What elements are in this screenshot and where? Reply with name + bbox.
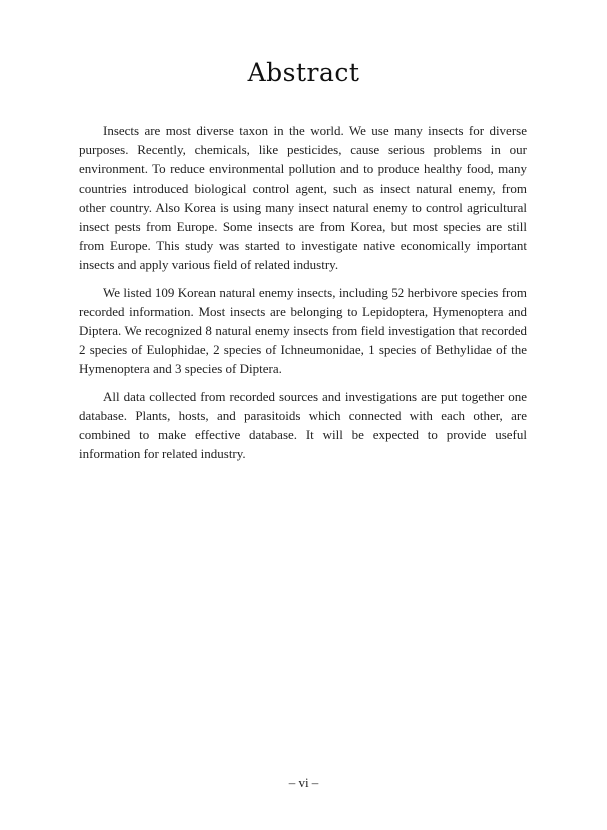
abstract-paragraph-2: We listed 109 Korean natural enemy insects, including 52 herbivore species from recorded information. Most insects are belonging to Lepidoptera, Hymenoptera and Diptera. We recognized 8 natural enemy insects from field investigation that recorded 2 species of Eulophidae, 2 species of Ichneumonidae, 1 species of Bethylidae of the Hymenoptera and 3 species of Diptera. <box>79 284 527 377</box>
abstract-paragraph-1: Insects are most diverse taxon in the world. We use many insects for diverse purposes. Recently, chemicals, like pesticides, cause serious problems in our environment. To reduce environmental pollution and to produce healthy food, many countries introduced biological control agent, such as insect natural enemy, from other country. Also Korea is using many insect natural enemy to control agricultural insect pests from Europe. Some insects are from Korea, but most species are still from Europe. This study was started to investigate native economically important insects and apply various field of related industry. <box>79 123 527 273</box>
page-number: – vi – <box>288 775 319 790</box>
page-title: Abstract <box>247 58 360 87</box>
abstract-body <box>79 121 527 471</box>
abstract-paragraph-3: All data collected from recorded sources and investigations are put together one database. Plants, hosts, and parasitoids which connected with each other, are combined to make effective database. It will be expected to provide useful information for related industry. <box>79 388 527 462</box>
